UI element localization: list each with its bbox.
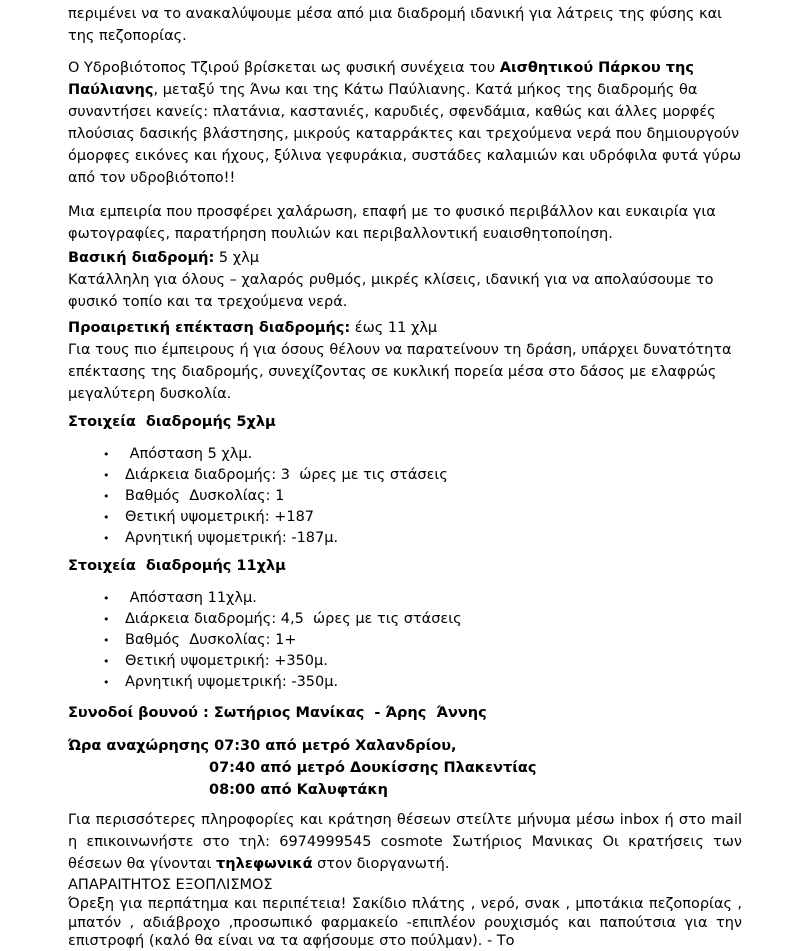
departure-line-1: Ώρα αναχώρησης 07:30 από μετρό Χαλανδρίου, bbox=[68, 738, 457, 754]
list-item-text: Αρνητική υψομετρική: -187μ. bbox=[125, 530, 339, 546]
bullet-icon: • bbox=[103, 613, 110, 626]
list-item bbox=[68, 507, 742, 528]
bullet-icon: • bbox=[103, 469, 110, 482]
list-item bbox=[68, 486, 742, 507]
list-item bbox=[68, 672, 742, 693]
list-item bbox=[68, 651, 742, 672]
list-item-text: Απόσταση 11χλμ. bbox=[125, 590, 257, 606]
wetland-text-before: Ο Υδροβιότοπος Τζιρού βρίσκεται ως φυσική συνέχεια του bbox=[68, 60, 500, 76]
list-item bbox=[68, 588, 742, 609]
route-5km-heading: Στοιχεία διαδρομής 5χλμ bbox=[68, 414, 276, 430]
list-item bbox=[68, 528, 742, 549]
equipment-paragraph: Όρεξη για περπάτημα και περιπέτεια! Σακίδιο πλάτης , νερό, σνακ , μποτάκια πεζοπορίας , μπατόν , αδιάβροχο ,προσωπικό φαρμακείο -επιπλέον ρουχισμός και παπούτσια για την επιστροφή (καλό θα είναι να τα αφήσουμε στο πούλμαν). - Το bbox=[68, 896, 742, 949]
bullet-icon: • bbox=[103, 532, 110, 545]
departure-line-3: 08:00 από Καλυφτάκη bbox=[209, 782, 388, 798]
departure-line-2: 07:40 από μετρό Δουκίσσης Πλακεντίας bbox=[209, 760, 537, 776]
bullet-icon: • bbox=[103, 634, 110, 647]
route-11km-list bbox=[68, 588, 742, 693]
list-item bbox=[68, 465, 742, 486]
list-item bbox=[68, 609, 742, 630]
list-item-text: Θετική υψομετρική: +350μ. bbox=[125, 653, 328, 669]
booking-info-bold-phone-word: τηλεφωνικά bbox=[216, 856, 313, 872]
experience-paragraph: Μια εμπειρία που προσφέρει χαλάρωση, επαφή με το φυσικό περιβάλλον και ευκαιρία για φωτογραφίες, παρατήρηση πουλιών και περιβαλλοντική ευαισθητοποίηση. bbox=[68, 204, 721, 242]
bullet-icon: • bbox=[103, 592, 110, 605]
basic-route-section bbox=[68, 247, 742, 313]
basic-route-description: Κατάλληλη για όλους – χαλαρός ρυθμός, μικρές κλίσεις, ιδανική για να απολαύσουμε το φυσικό τοπίο και τα τρεχούμενα νερά. bbox=[68, 272, 719, 310]
basic-route-value: 5 χλμ bbox=[214, 250, 259, 266]
basic-route-label: Βασική διαδρομή: bbox=[68, 250, 215, 266]
route-11km-heading: Στοιχεία διαδρομής 11χλμ bbox=[68, 558, 286, 574]
equipment-heading: ΑΠΑΡΑΙΤΗΤΟΣ ΕΞΟΠΛΙΣΜΟΣ bbox=[68, 877, 273, 893]
list-item-text: Βαθμός Δυσκολίας: 1+ bbox=[125, 632, 297, 648]
list-item bbox=[68, 444, 742, 465]
bullet-icon: • bbox=[103, 511, 110, 524]
bullet-icon: • bbox=[103, 448, 110, 461]
wetland-text-after: , μεταξύ της Άνω και της Κάτω Παύλιανης. Κατά μήκος της διαδρομής θα συναντήσει κανείς: πλατάνια, καστανιές, καρυδιές, σφενδάμια, καθώς και άλλες μορφές πλούσιας δασικής βλάστησης, μικρούς καταρράκτες και τρεχούμενα νερά που δημιουργούν όμορφες εικόνες και ήχους, ξύλινα γεφυράκια, συστάδες καλαμιών και υδρόφιλα φυτά γύρω από τον υδροβιότοπο!! bbox=[68, 82, 746, 186]
bullet-icon: • bbox=[103, 676, 110, 689]
extension-route-section bbox=[68, 317, 742, 405]
list-item-text: Βαθμός Δυσκολίας: 1 bbox=[125, 488, 285, 504]
extension-route-label: Προαιρετική επέκταση διαδρομής: bbox=[68, 320, 351, 336]
booking-info-after: στον διοργανωτή. bbox=[312, 856, 450, 872]
intro-paragraph: περιμένει να το ανακαλύψουμε μέσα από μια διαδρομή ιδανική για λάτρεις της φύσης και της πεζοπορίας. bbox=[68, 6, 727, 44]
booking-info-before: Για περισσότερες πληροφορίες και κράτηση θέσεων στείλτε μήνυμα μέσω inbox ή στο mail η επικοινωνήστε στο τηλ: 6974999545 cosmote Σωτήριος Μανικας Οι κρατήσεις των θέσεων θα γίνονται bbox=[68, 812, 742, 872]
list-item-text: Απόσταση 5 χλμ. bbox=[125, 446, 253, 462]
departure-times-block bbox=[68, 735, 742, 801]
bullet-icon: • bbox=[103, 490, 110, 503]
list-item-text: Διάρκεια διαδρομής: 3 ώρες με τις στάσεις bbox=[125, 467, 448, 483]
extension-route-description: Για τους πιο έμπειρους ή για όσους θέλουν να παρατείνουν τη δράση, υπάρχει δυνατότητα επέκτασης της διαδρομής, συνεχίζοντας σε κυκλική πορεία μέσα στο δάσος με ελαφρώς μεγαλύτερη δυσκολία. bbox=[68, 342, 737, 402]
route-5km-list bbox=[68, 444, 742, 549]
list-item-text: Θετική υψομετρική: +187 bbox=[125, 509, 315, 525]
list-item bbox=[68, 630, 742, 651]
extension-route-value: έως 11 χλμ bbox=[350, 320, 438, 336]
booking-info-paragraph bbox=[68, 809, 742, 875]
list-item-text: Αρνητική υψομετρική: -350μ. bbox=[125, 674, 339, 690]
list-item-text: Διάρκεια διαδρομής: 4,5 ώρες με τις στάσεις bbox=[125, 611, 462, 627]
bullet-icon: • bbox=[103, 655, 110, 668]
wetland-paragraph bbox=[68, 57, 746, 189]
mountain-guides-line: Συνοδοί βουνού : Σωτήριος Μανίκας - Άρης Άννης bbox=[68, 705, 487, 721]
wetland-bold-park-name: Αισθητικού Πάρκου της Παύλιανης bbox=[68, 60, 699, 98]
